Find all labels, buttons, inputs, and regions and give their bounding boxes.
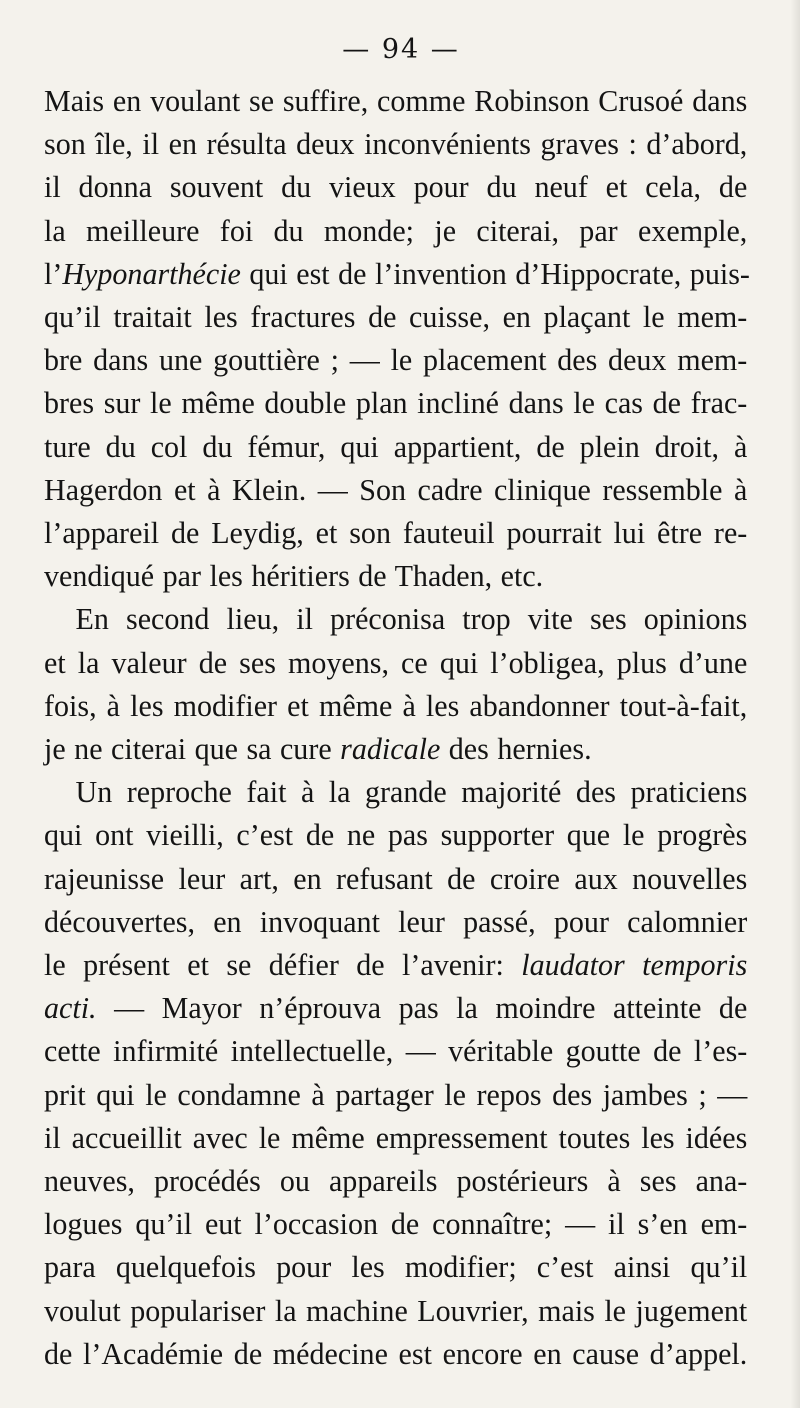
- body-text: [44, 80, 750, 1376]
- page-edge-shadow: [790, 0, 800, 1408]
- text-run: et la valeur de ses moyens, ce qui l’obligea, plus d’une: [44, 645, 748, 680]
- text-line: [44, 253, 750, 296]
- text-run: Hagerdon et à Klein. — Son cadre clinique ressemble à: [44, 472, 748, 507]
- italic-text: laudator temporis: [521, 948, 748, 983]
- text-line: [44, 1246, 747, 1289]
- text-line: [44, 987, 747, 1030]
- text-run: découvertes, en invoquant leur passé, pour calomnier: [44, 904, 748, 939]
- text-run: qu’il traitait les fractures de cuisse, en plaçant le mem-: [44, 300, 748, 335]
- text-line: [44, 944, 747, 987]
- text-line: [44, 512, 747, 555]
- text-run: cette infirmité intellectuelle, — véritable goutte de l’es-: [44, 1034, 748, 1069]
- text-run: ture du col du fémur, qui appartient, de plein droit, à: [44, 429, 748, 464]
- text-run: logues qu’il eut l’occasion de connaître; — il s’en em-: [44, 1207, 748, 1242]
- text-run: Un reproche fait à la grande majorité des praticiens: [75, 775, 748, 810]
- text-line: [44, 1074, 747, 1117]
- text-line: [44, 339, 747, 382]
- text-run: je ne citerai que sa cure: [44, 732, 341, 767]
- text-line: [44, 296, 747, 339]
- text-run: prit qui le condamne à partager le repos des jambes ; —: [44, 1077, 748, 1112]
- text-run: la meilleure foi du monde; je citerai, par exemple,: [44, 213, 748, 248]
- italic-text: radicale: [340, 732, 441, 767]
- text-line: [44, 555, 747, 598]
- italic-text: acti.: [44, 991, 97, 1026]
- text-run: l’: [44, 256, 63, 291]
- text-line: [44, 469, 747, 512]
- text-line: [44, 1117, 747, 1160]
- text-line: [44, 771, 747, 814]
- text-line: [44, 858, 747, 901]
- text-line: [44, 728, 747, 771]
- text-line: [44, 685, 747, 728]
- text-line: [44, 123, 747, 166]
- text-line: [44, 642, 747, 685]
- text-line: [44, 1333, 747, 1376]
- text-run: l’appareil de Leydig, et son fauteuil pourrait lui être re-: [44, 516, 748, 551]
- text-run: il accueillit avec le même empressement toutes les idées: [44, 1120, 748, 1155]
- text-run: il donna souvent du vieux pour du neuf et cela, de: [44, 170, 748, 205]
- text-line: [44, 166, 747, 209]
- text-line: [44, 901, 747, 944]
- text-line: [44, 1030, 747, 1073]
- page-number: — 94 —: [342, 34, 460, 65]
- text-line: [44, 382, 747, 425]
- text-run: para quelquefois pour les modifier; c’est ainsi qu’il: [44, 1250, 748, 1285]
- text-run: qui ont vieilli, c’est de ne pas supporter que le progrès: [44, 818, 748, 853]
- text-run: bres sur le même double plan incliné dans le cas de frac-: [44, 386, 748, 421]
- text-run: qui est de l’invention d’Hippocrate, puis-: [240, 256, 750, 291]
- text-line: [44, 1203, 747, 1246]
- text-line: [44, 1160, 747, 1203]
- text-line: [44, 80, 747, 123]
- text-run: bre dans une gouttière ; — le placement des deux mem-: [44, 343, 748, 378]
- text-run: voulut populariser la machine Louvrier, mais le jugement: [44, 1293, 748, 1328]
- text-line: [44, 1290, 747, 1333]
- text-run: Mais en voulant se suffire, comme Robinson Crusoé dans: [44, 84, 748, 118]
- text-run: rajeunisse leur art, en refusant de croire aux nouvelles: [44, 861, 748, 896]
- text-line: [44, 210, 747, 253]
- text-run: de l’Académie de médecine est encore en cause d’appel.: [44, 1336, 748, 1371]
- text-run: vendiqué par les héritiers de Thaden, etc.: [44, 559, 544, 594]
- italic-text: Hyponarthécie: [62, 256, 241, 291]
- text-run: En second lieu, il préconisa trop vite ses opinions: [75, 602, 748, 637]
- text-run: — Mayor n’éprouva pas la moindre atteinte de: [96, 991, 748, 1026]
- text-run: fois, à les modifier et même à les abandonner tout-à-fait,: [44, 688, 748, 723]
- text-run: le présent et se défier de l’avenir:: [44, 948, 522, 983]
- text-line: [44, 426, 747, 469]
- text-run: des hernies.: [440, 732, 592, 767]
- text-run: neuves, procédés ou appareils postérieurs à ses ana-: [44, 1164, 748, 1199]
- text-run: son île, il en résulta deux inconvénients graves : d’abord,: [44, 127, 748, 162]
- text-line: [44, 814, 747, 857]
- text-line: [44, 598, 747, 641]
